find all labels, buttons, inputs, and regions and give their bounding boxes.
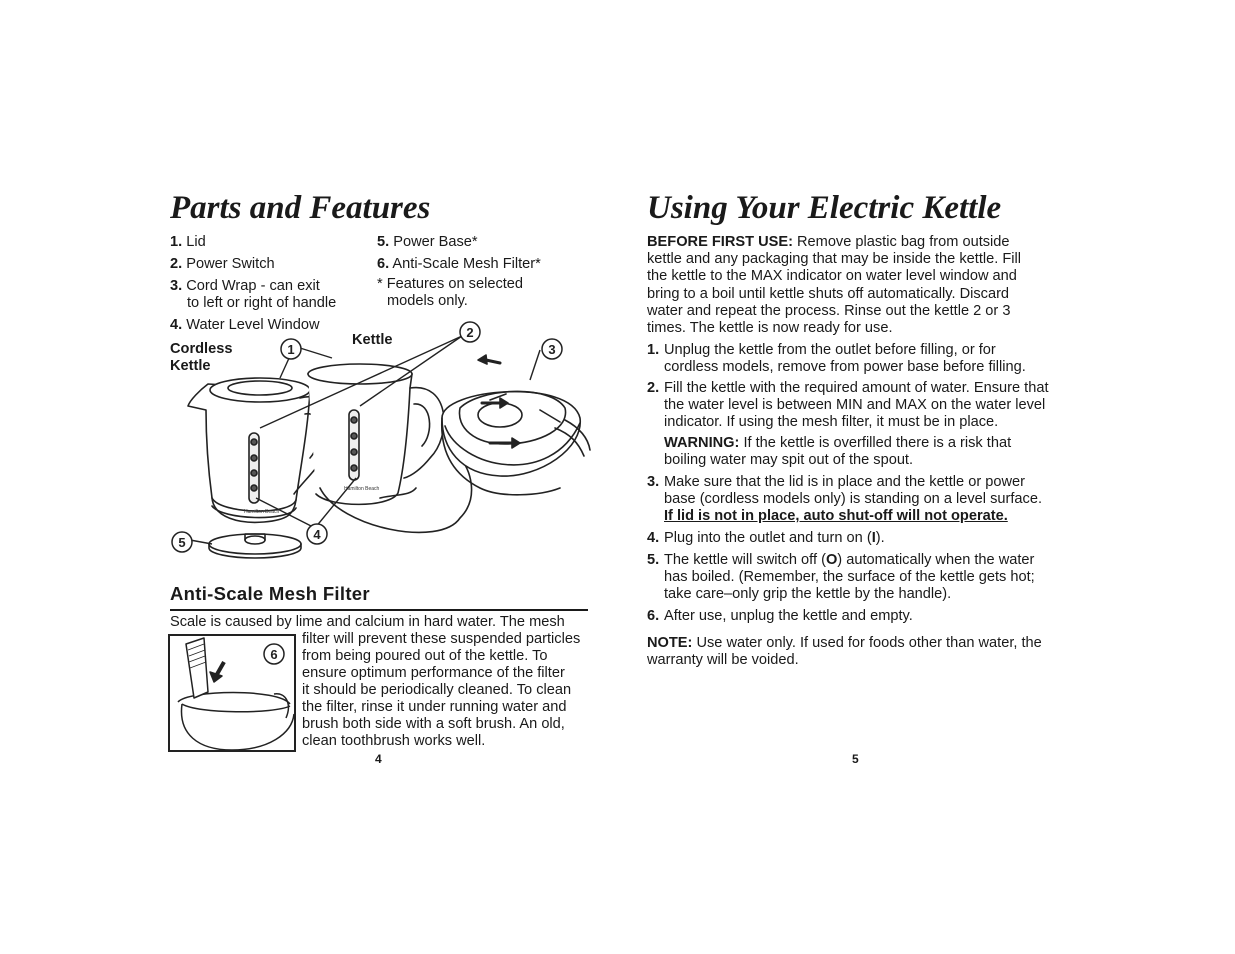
part-4: 4. Water Level Window: [170, 317, 320, 333]
callout-3: [542, 339, 562, 359]
mesh-filter-diagram: [168, 634, 296, 752]
callout-5: [172, 532, 192, 552]
callout-4: [307, 524, 327, 544]
cordless-kettle-label: Cordless Kettle: [170, 341, 233, 374]
part-6: 6. Anti-Scale Mesh Filter*: [377, 256, 541, 272]
parts-footnote: * Features on selected models only.: [377, 276, 524, 309]
filter-intro: Scale is caused by lime and calcium in hard water. The mesh: [170, 614, 565, 630]
kettle-diagram: [160, 318, 600, 566]
note: NOTE: Use water only. If used for foods other than water, the warranty will be voided.: [647, 635, 1042, 669]
before-first-use: BEFORE FIRST USE: Remove plastic bag from outside kettle and any packaging that may be inside the kettle. Fill the kettle to the MAX indicator on water level window and bring to a boil until kettle shuts off automatically. Discard water and repeat the process. Rinse out the kettle 2 or 3 times. The kettle is now ready for use.: [647, 234, 1021, 337]
svg-text:4: 4: [313, 527, 321, 542]
step-4: 4. Plug into the outlet and turn on (I).: [647, 530, 885, 546]
page-number-left: 4: [375, 752, 382, 766]
callout-6: [264, 644, 284, 664]
step-1: 1. Unplug the kettle from the outlet before filling, or for cordless models, remove from power base before filling.: [647, 342, 1026, 376]
brand-mark-1: Hamilton Beach: [244, 509, 280, 515]
callout-1: [281, 339, 301, 359]
filter-body: filter will prevent these suspended particles from being poured out of the kettle. To ensure optimum performance of the filter it should be periodically cleaned. To clean the filter, rinse it under running water and brush both side with a soft brush. An old, clean toothbrush works well.: [302, 631, 581, 749]
callout-2: [460, 322, 480, 342]
brand-mark-2: Hamilton Beach: [344, 486, 380, 492]
using-title: Using Your Electric Kettle: [647, 190, 1002, 226]
part-1: 1. Lid: [170, 234, 206, 250]
svg-text:6: 6: [270, 647, 278, 662]
kettle-label: Kettle: [352, 332, 393, 348]
page-number-right: 5: [852, 752, 859, 766]
part-5: 5. Power Base*: [377, 234, 478, 250]
kettle-illustration: [308, 366, 412, 505]
step-2: 2. Fill the kettle with the required amount of water. Ensure that the water level is between MIN and MAX on the water level indicator. If using the mesh filter, it must be in place.: [647, 380, 1049, 431]
step-5: 5. The kettle will switch off (O) automatically when the water has boiled. (Remember, the surface of the kettle gets hot; take care–only grip the kettle by the handle).: [647, 552, 1035, 603]
svg-text:5: 5: [178, 535, 186, 550]
part-3: 3. Cord Wrap - can exit to left or right of handle: [170, 278, 337, 311]
svg-text:1: 1: [287, 342, 295, 357]
filter-heading: Anti-Scale Mesh Filter: [170, 583, 588, 611]
parts-title: Parts and Features: [170, 190, 431, 226]
warning: WARNING: If the kettle is overfilled there is a risk that boiling water may spit out of the spout.: [664, 435, 1012, 469]
step-6: 6. After use, unplug the kettle and empty.: [647, 608, 913, 624]
step-3: 3. Make sure that the lid is in place and the kettle or power base (cordless models only) is standing on a level surface. If lid is not in place, auto shut-off will not operate.: [647, 474, 1043, 525]
svg-text:3: 3: [548, 342, 556, 357]
part-2: 2. Power Switch: [170, 256, 275, 272]
svg-text:2: 2: [466, 325, 474, 340]
